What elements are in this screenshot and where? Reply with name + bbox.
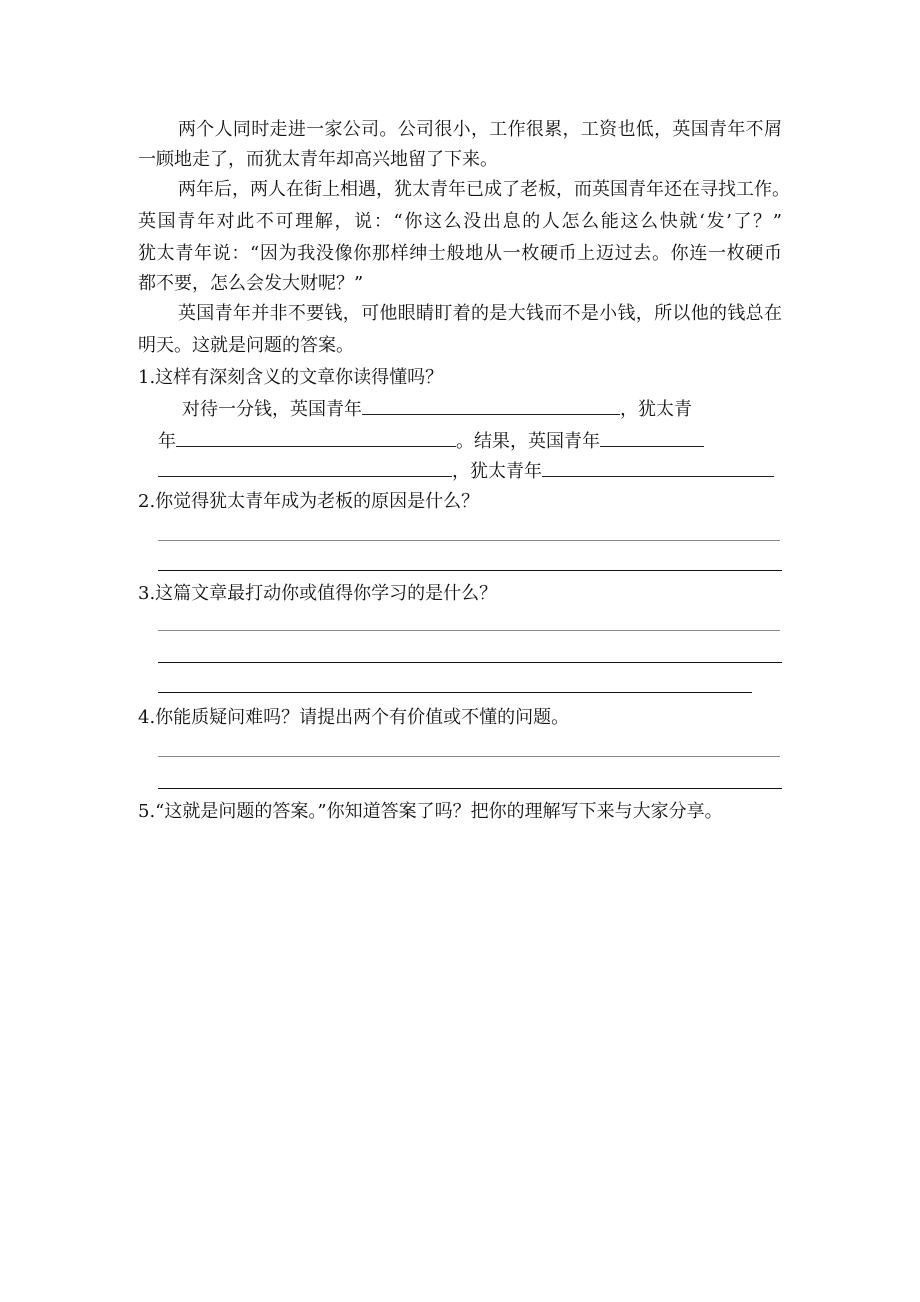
question-5: 5.“这就是问题的答案。”你知道答案了吗？把你的理解写下来与大家分享。 — [138, 801, 723, 822]
fill-text: 对待一分钱，英国青年 — [182, 399, 362, 420]
text: 两个人同时走进一家公司。公司很小，工作很累，工资也低，英国青年不屑 — [178, 119, 782, 140]
passage-line: 明天。这就是问题的答案。 — [138, 335, 354, 356]
answer-blank[interactable] — [176, 428, 456, 447]
answer-blank[interactable] — [362, 396, 620, 415]
question-1: 1.这样有深刻含义的文章你读得懂吗？ — [138, 367, 444, 388]
answer-line[interactable] — [158, 540, 780, 541]
text: 英国青年对此不可理解，说：“你这么没出息的人怎么能这么快就‘发’了？” — [138, 211, 782, 232]
fill-text: ，犹太青 — [620, 399, 692, 420]
answer-line[interactable] — [158, 756, 780, 757]
answer-line[interactable] — [158, 788, 782, 789]
passage-line — [178, 302, 782, 326]
fill-text: 年 — [158, 431, 176, 452]
passage-line: 都不要，怎么会发大财呢？” — [138, 273, 364, 294]
question-4: 4.你能质疑问难吗？请提出两个有价值或不懂的问题。 — [138, 707, 570, 728]
question-3: 3.这篇文章最打动你或值得你学习的是什么？ — [138, 583, 498, 604]
passage-line — [178, 118, 782, 142]
answer-blank[interactable] — [542, 458, 774, 477]
passage-line — [138, 210, 782, 234]
text: 英国青年并非不要钱，可他眼睛盯着的是大钱而不是小钱，所以他的钱总在 — [178, 303, 782, 324]
question-2: 2.你觉得犹太青年成为老板的原因是什么？ — [138, 491, 480, 512]
answer-blank[interactable] — [600, 428, 704, 447]
fill-line — [158, 428, 802, 454]
text: 犹太青年说：“因为我没像你那样绅士般地从一枚硬币上迈过去。你连一枚硬币 — [138, 243, 782, 264]
answer-line[interactable] — [158, 692, 752, 693]
answer-line[interactable] — [158, 662, 782, 663]
passage-line — [178, 178, 790, 202]
passage-line: 一顾地走了，而犹太青年却高兴地留了下来。 — [138, 149, 498, 170]
answer-blank[interactable] — [158, 458, 452, 477]
fill-text: ，犹太青年 — [452, 461, 542, 482]
passage-line — [138, 242, 782, 266]
text: 两年后，两人在街上相遇，犹太青年已成了老板，而英国青年还在寻找工作。 — [178, 179, 790, 200]
fill-text: 。结果，英国青年 — [456, 431, 600, 452]
fill-line — [182, 396, 826, 422]
answer-line[interactable] — [158, 630, 780, 631]
answer-line[interactable] — [158, 570, 782, 571]
fill-line — [158, 458, 802, 484]
